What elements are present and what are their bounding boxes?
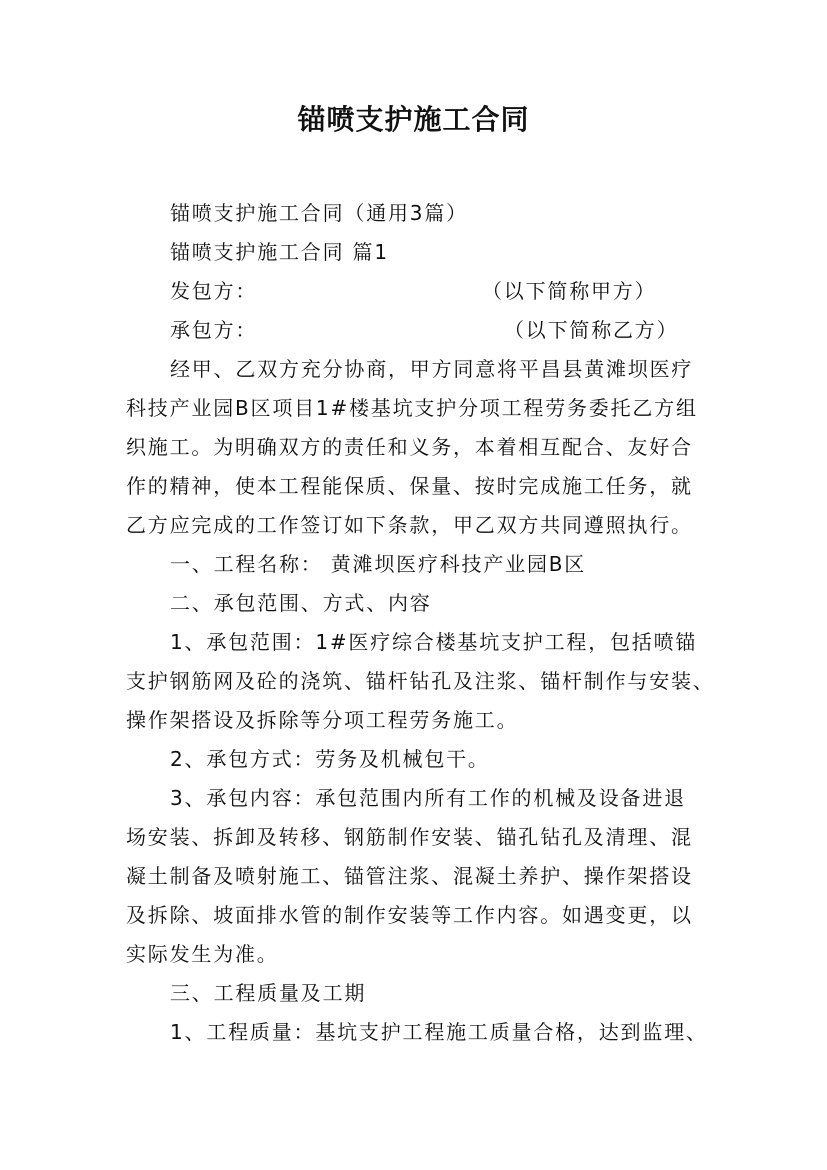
section-3-heading: 三、工程质量及工期 — [170, 981, 367, 1005]
method-line: 2、承包方式：劳务及机械包干。 — [170, 747, 490, 771]
scope-line: 支护钢筋网及砼的浇筑、锚杆钻孔及注浆、锚杆制作与安装、 — [126, 669, 715, 693]
content-line: 场安装、拆卸及转移、钢筋制作安装、锚孔钻孔及清理、混 — [126, 825, 693, 849]
subtitle: 锚喷支护施工合同（通用3篇） — [170, 201, 468, 225]
quality-line: 1、工程质量：基坑支护工程施工质量合格，达到监理、 — [170, 1020, 708, 1044]
scope-line: 1、承包范围：1#医疗综合楼基坑支护工程，包括喷锚 — [170, 630, 698, 654]
content-line: 实际发生为准。 — [126, 942, 279, 966]
section-1-heading: 一、工程名称： 黄滩坝医疗科技产业园B区 — [170, 552, 587, 576]
party-a-label: 发包方： — [170, 279, 258, 303]
part-heading: 锚喷支护施工合同 篇1 — [170, 240, 389, 264]
party-a-line — [170, 278, 730, 304]
party-a-note: （以下简称甲方） — [482, 279, 657, 303]
content-line: 及拆除、坡面排水管的制作安装等工作内容。如遇变更，以 — [126, 903, 693, 927]
intro-line: 织施工。为明确双方的责任和义务，本着相互配合、友好合 — [126, 435, 693, 459]
party-b-line — [170, 317, 730, 343]
document-title: 锚喷支护施工合同 — [297, 103, 530, 136]
content-line: 凝土制备及喷射施工、锚管注浆、混凝土养护、操作架搭设 — [126, 864, 693, 888]
scope-line: 操作架搭设及拆除等分项工程劳务施工。 — [126, 708, 519, 732]
intro-line: 经甲、乙双方充分协商，甲方同意将平昌县黄滩坝医疗 — [170, 357, 694, 381]
intro-line: 乙方应完成的工作签订如下条款，甲乙双方共同遵照执行。 — [126, 513, 693, 537]
party-b-label: 承包方： — [170, 318, 258, 342]
intro-line: 科技产业园B区项目1#楼基坑支护分项工程劳务委托乙方组 — [126, 396, 698, 420]
content-line: 3、承包内容：承包范围内所有工作的机械及设备进退 — [170, 786, 686, 810]
section-2-heading: 二、承包范围、方式、内容 — [170, 591, 432, 615]
intro-line: 作的精神，使本工程能保质、保量、按时完成施工任务，就 — [126, 474, 693, 498]
party-b-note: （以下简称乙方） — [504, 318, 679, 342]
